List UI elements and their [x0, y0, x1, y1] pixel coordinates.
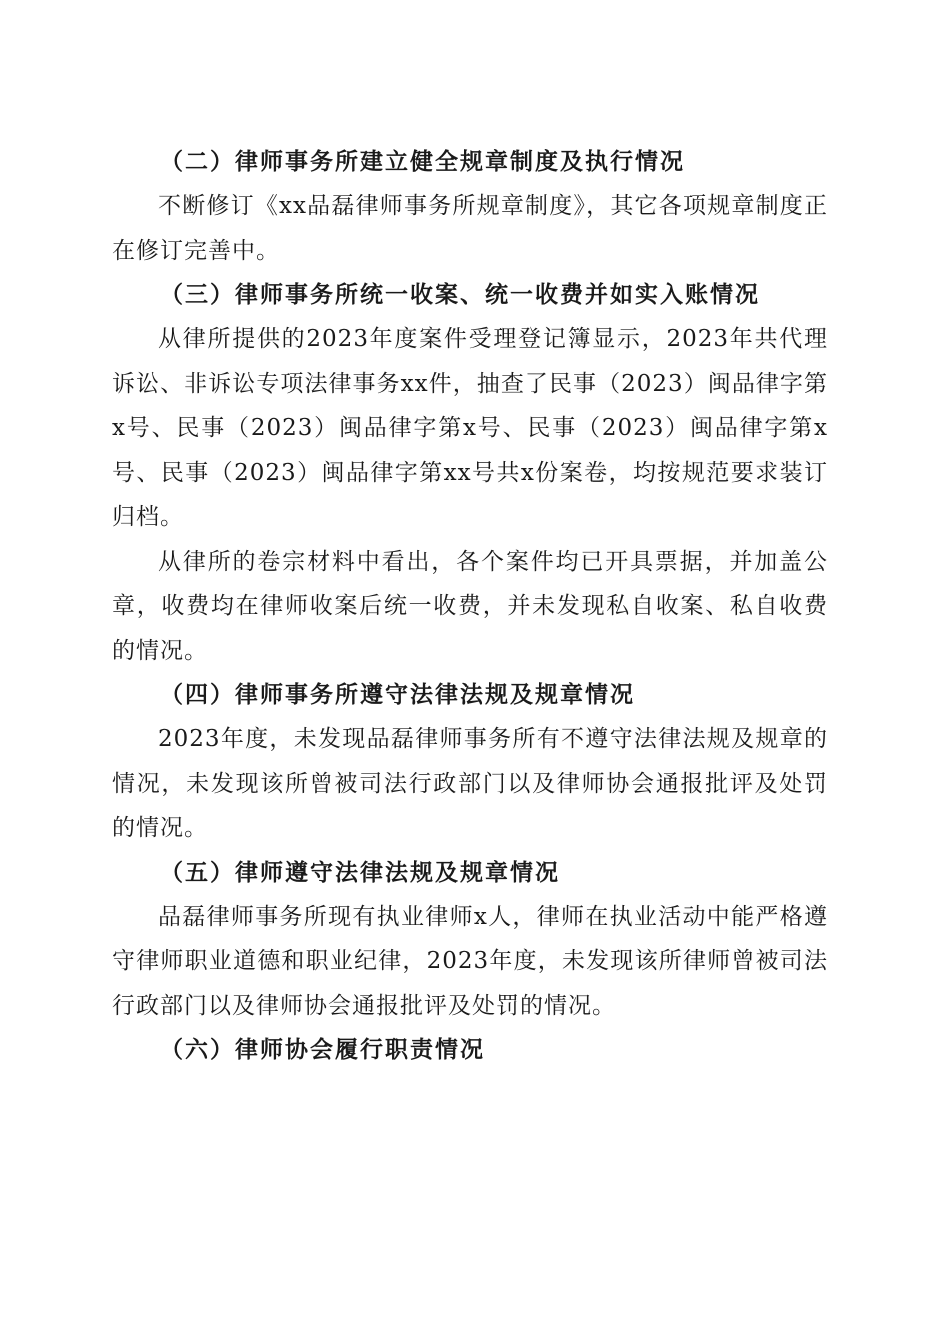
section-heading-2: （二）律师事务所建立健全规章制度及执行情况: [160, 148, 685, 175]
section-3-paragraph-2: 从律所的卷宗材料中看出，各个案件均已开具票据，并加盖公章，收费均在律师收案后统一收费，并未发现私自收案、私自收费的情况。: [112, 548, 828, 664]
document-body: [112, 140, 828, 1072]
section-5-paragraph-1: 品磊律师事务所现有执业律师x人，律师在执业活动中能严格遵守律师职业道德和职业纪律，2023年度，未发现该所律师曾被司法行政部门以及律师协会通报批评及处罚的情况。: [112, 903, 828, 1019]
section-heading-4: （四）律师事务所遵守法律法规及规章情况: [160, 681, 635, 708]
section-2-paragraph-1: 不断修订《xx品磊律师事务所规章制度》，其它各项规章制度正在修订完善中。: [112, 193, 828, 264]
section-heading-5: （五）律师遵守法律法规及规章情况: [160, 858, 560, 886]
section-3-paragraph-1: 从律所提供的2023年度案件受理登记簿显示，2023年共代理诉讼、非诉讼专项法律事务xx件，抽查了民事（2023）闽品律字第x号、民事（2023）闽品律字第x号、民事（2023）闽品律字第x号、民事（2023）闽品律字第xx号共x份案卷，均按规范要求装订归档。: [112, 326, 828, 530]
section-4-paragraph-1: 2023年度，未发现品磊律师事务所有不遵守法律法规及规章的情况，未发现该所曾被司法行政部门以及律师协会通报批评及处罚的情况。: [112, 726, 828, 841]
section-heading-3: （三）律师事务所统一收案、统一收费并如实入账情况: [160, 281, 760, 308]
section-heading-6: （六）律师协会履行职责情况: [160, 1036, 485, 1063]
